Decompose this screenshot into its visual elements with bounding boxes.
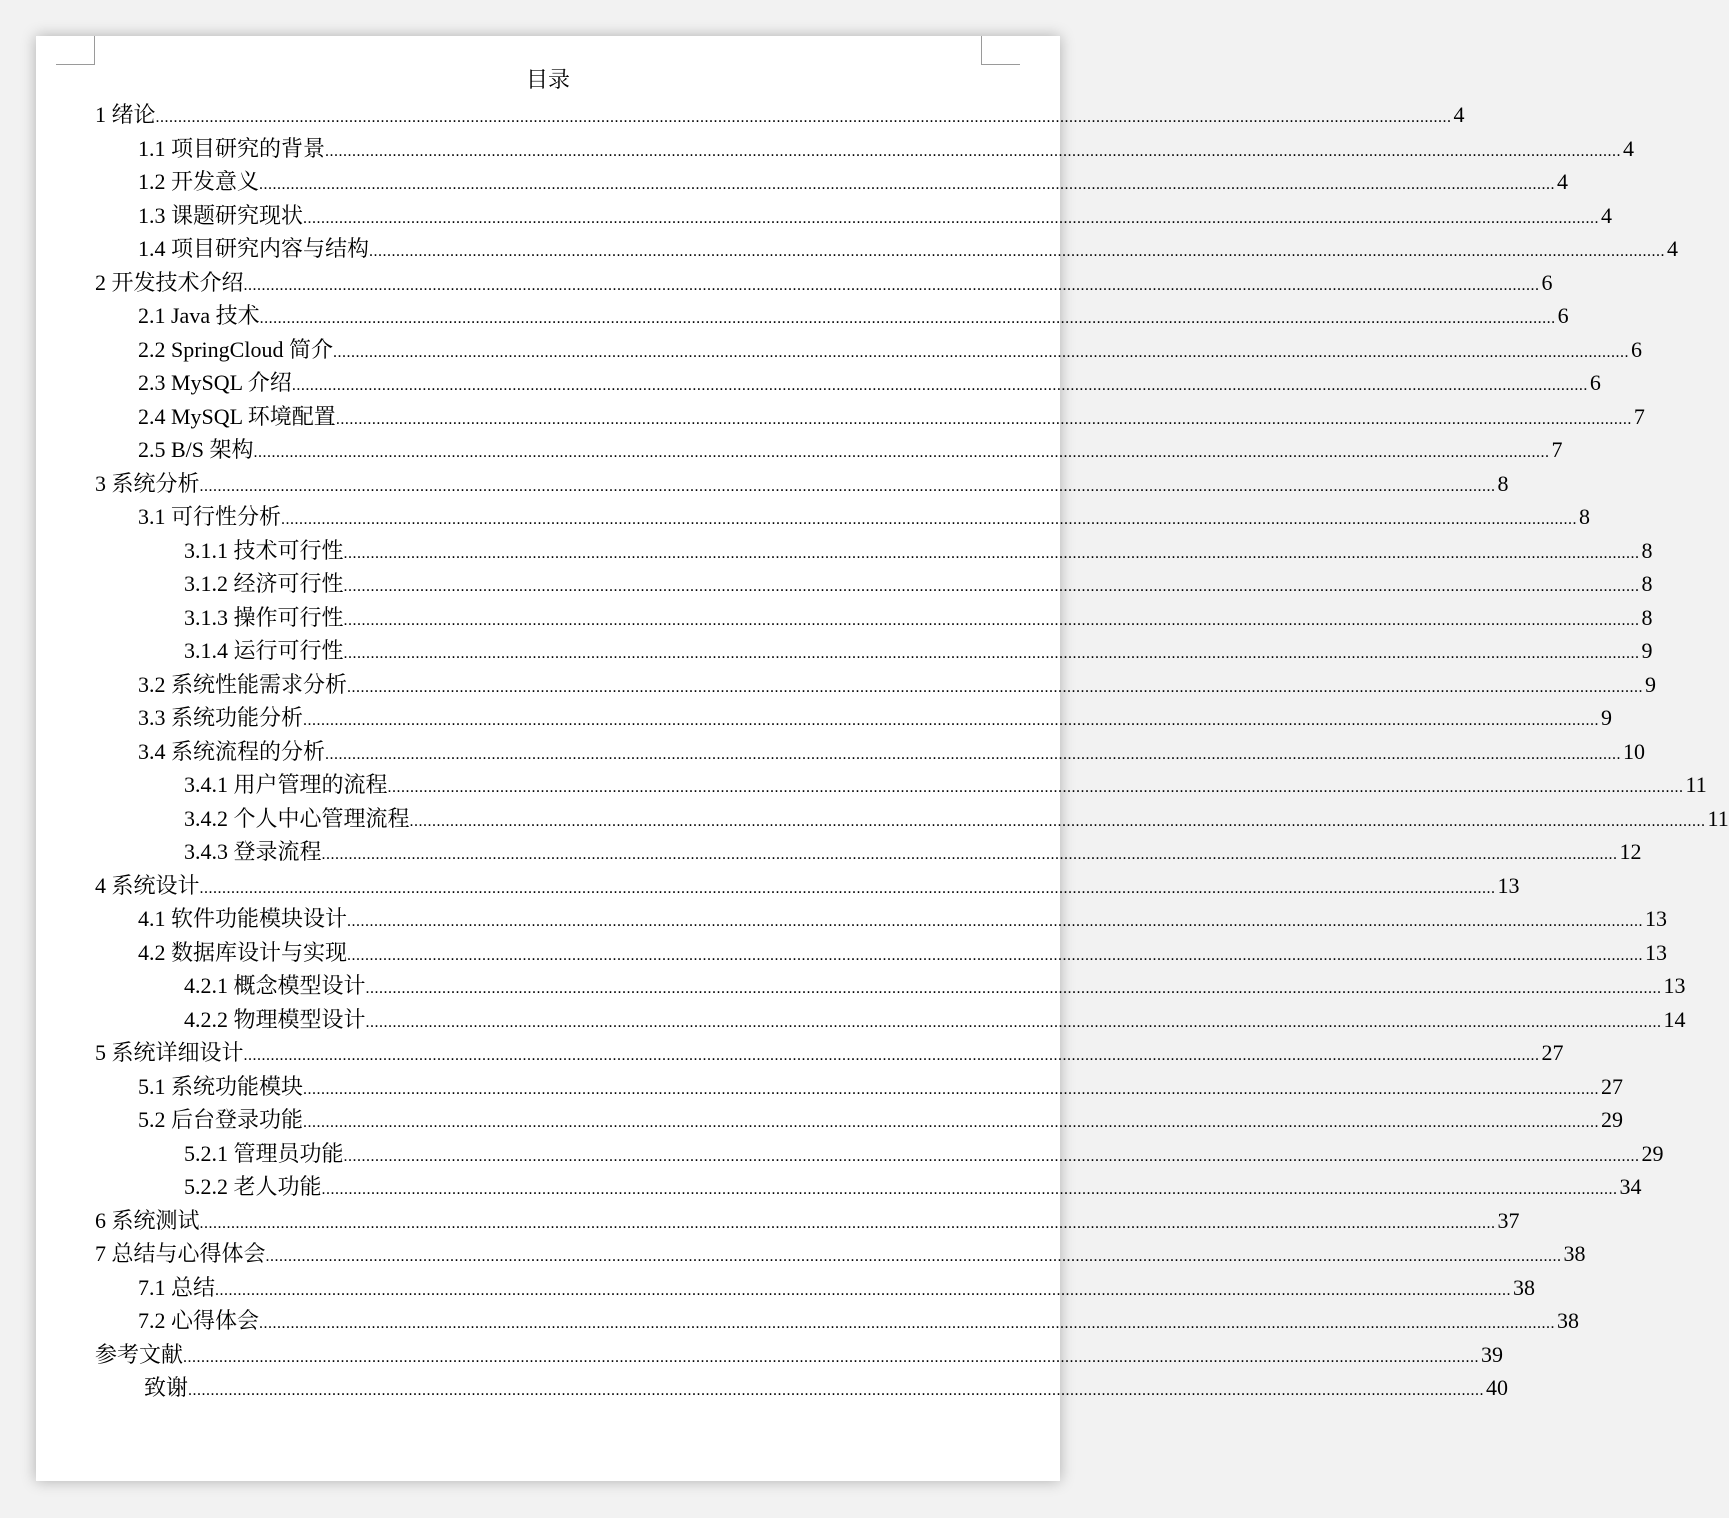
toc-entry-page-number: 6: [1589, 370, 1601, 395]
toc-entry-page-number: 11: [1685, 772, 1707, 797]
toc-entry[interactable]: [95, 366, 1601, 400]
toc-entry-title: 3.4.1 用户管理的流程: [184, 772, 388, 797]
toc-entry-title: 1.4 项目研究内容与结构: [138, 236, 370, 261]
dot-leader: ................................................................................................................................................................................................................................................................................................: [343, 645, 1640, 662]
toc-entry[interactable]: [95, 534, 1653, 568]
toc-entry-page-number: 13: [1645, 939, 1668, 965]
dot-leader: ................................................................................................................................................................................................................................................................................................: [321, 1181, 1618, 1198]
toc-entry-title: 7 总结与心得体会: [95, 1241, 266, 1266]
toc-entry[interactable]: [95, 400, 1645, 434]
toc-entry-title: 3.4.3 登录流程: [184, 839, 322, 864]
toc-entry[interactable]: [95, 902, 1668, 936]
dot-leader: ................................................................................................................................................................................................................................................................................................: [343, 611, 1640, 629]
toc-entry-page-number: 11: [1707, 805, 1729, 831]
dot-leader: ................................................................................................................................................................................................................................................................................................: [369, 243, 1666, 260]
dot-leader: ................................................................................................................................................................................................................................................................................................: [303, 1080, 1600, 1098]
toc-entry-page-number: 9: [1601, 705, 1613, 730]
toc-entry-title: 2 开发技术介绍: [95, 269, 244, 295]
dot-leader: ................................................................................................................................................................................................................................................................................................: [243, 276, 1540, 294]
toc-entry[interactable]: [95, 567, 1653, 601]
dot-leader: ................................................................................................................................................................................................................................................................................................: [199, 477, 1496, 495]
toc-entry[interactable]: [95, 835, 1642, 869]
toc-entry-page-number: 9: [1641, 638, 1653, 663]
toc-entry-page-number: 34: [1619, 1174, 1642, 1199]
toc-entry-title: 2.2 SpringCloud 简介: [138, 336, 333, 362]
dot-leader: ................................................................................................................................................................................................................................................................................................: [332, 343, 1629, 361]
dot-leader: ................................................................................................................................................................................................................................................................................................: [387, 779, 1684, 796]
toc-entry-page-number: 4: [1601, 202, 1613, 228]
toc-entry[interactable]: [95, 1103, 1624, 1137]
toc-entry[interactable]: [95, 1271, 1536, 1305]
toc-entry[interactable]: [95, 1070, 1624, 1104]
toc-entry-title: 3.1.4 运行可行性: [184, 638, 344, 663]
toc-entry-page-number: 37: [1497, 1207, 1520, 1233]
dot-leader: ................................................................................................................................................................................................................................................................................................: [325, 142, 1622, 160]
toc-entry-page-number: 8: [1641, 571, 1653, 596]
toc-entry-page-number: 10: [1623, 738, 1646, 764]
toc-entry-page-number: 7: [1551, 437, 1563, 462]
dot-leader: ................................................................................................................................................................................................................................................................................................: [347, 678, 1644, 696]
dot-leader: ................................................................................................................................................................................................................................................................................................: [343, 578, 1640, 595]
toc-entry-page-number: 40: [1486, 1375, 1509, 1400]
toc-entry-page-number: 4: [1667, 236, 1679, 261]
dot-leader: ................................................................................................................................................................................................................................................................................................: [343, 1147, 1640, 1165]
toc-entry-title: 4.2.2 物理模型设计: [184, 1006, 366, 1032]
toc-entry[interactable]: [95, 802, 1729, 836]
toc-entry[interactable]: [95, 634, 1653, 668]
toc-entry-title: 2.4 MySQL 环境配置: [138, 403, 336, 429]
document-page: [36, 36, 1729, 1481]
toc-entry-page-number: 6: [1541, 269, 1553, 295]
toc-entry-title: 5.2.1 管理员功能: [184, 1140, 344, 1166]
toc-entry-title: 3.1.2 经济可行性: [184, 571, 344, 596]
toc-entry-page-number: 13: [1497, 872, 1520, 898]
toc-entry-title: 1.1 项目研究的背景: [138, 135, 326, 161]
toc-entry-title: 4 系统设计: [95, 872, 200, 898]
toc-entry[interactable]: [95, 1371, 1509, 1405]
toc-entry[interactable]: [95, 132, 1635, 166]
toc-entry-page-number: 8: [1497, 470, 1509, 496]
toc-entry-title: 1.2 开发意义: [138, 169, 260, 194]
dot-leader: ................................................................................................................................................................................................................................................................................................: [259, 310, 1556, 327]
toc-entry-page-number: 27: [1601, 1073, 1624, 1099]
toc-entry-title: 5.1 系统功能模块: [138, 1073, 304, 1099]
toc-entry[interactable]: [95, 433, 1563, 467]
dot-leader: ................................................................................................................................................................................................................................................................................................: [303, 712, 1600, 729]
dot-leader: ................................................................................................................................................................................................................................................................................................: [325, 745, 1622, 763]
toc-entry[interactable]: [95, 601, 1653, 635]
dot-leader: ................................................................................................................................................................................................................................................................................................: [265, 1248, 1562, 1265]
toc-entry[interactable]: [95, 500, 1591, 534]
toc-entry-page-number: 8: [1641, 537, 1653, 563]
toc-entry[interactable]: [95, 165, 1569, 199]
dot-leader: ................................................................................................................................................................................................................................................................................................: [409, 812, 1706, 830]
toc-entry-title: 3.4 系统流程的分析: [138, 738, 326, 764]
toc-entry-page-number: 4: [1623, 135, 1635, 161]
toc-entry[interactable]: [95, 1170, 1642, 1204]
toc-entry[interactable]: [95, 768, 1707, 802]
dot-leader: ................................................................................................................................................................................................................................................................................................: [253, 444, 1550, 461]
toc-entry-page-number: 4: [1557, 169, 1569, 194]
toc-entry[interactable]: [95, 969, 1686, 1003]
dot-leader: ................................................................................................................................................................................................................................................................................................: [365, 980, 1662, 997]
toc-entry[interactable]: [95, 199, 1613, 233]
toc-entry[interactable]: [95, 735, 1646, 769]
toc-entry-page-number: 9: [1645, 671, 1657, 697]
dot-leader: ................................................................................................................................................................................................................................................................................................: [259, 1315, 1556, 1332]
toc-entry[interactable]: [95, 98, 1465, 132]
dot-leader: ................................................................................................................................................................................................................................................................................................: [199, 1214, 1496, 1232]
toc-entry-title: 3.3 系统功能分析: [138, 705, 304, 730]
toc-entry[interactable]: [95, 299, 1569, 333]
toc-entry-title: 7.1 总结: [138, 1274, 216, 1300]
toc-entry-page-number: 39: [1481, 1341, 1504, 1367]
toc-entry-title: 3.4.2 个人中心管理流程: [184, 805, 410, 831]
dot-leader: ................................................................................................................................................................................................................................................................................................: [291, 377, 1588, 394]
toc-entry-title: 参考文献: [95, 1341, 184, 1367]
toc-entry-title: 致谢: [144, 1375, 189, 1400]
toc-entry[interactable]: [95, 232, 1679, 266]
toc-entry-page-number: 8: [1579, 504, 1591, 529]
toc-entry-title: 3.1 可行性分析: [138, 504, 282, 529]
toc-entry[interactable]: [95, 869, 1520, 903]
toc-entry-title: 2.3 MySQL 介绍: [138, 370, 292, 395]
toc-entry-title: 5.2 后台登录功能: [138, 1107, 304, 1132]
dot-leader: ................................................................................................................................................................................................................................................................................................: [303, 1114, 1600, 1131]
dot-leader: ................................................................................................................................................................................................................................................................................................: [243, 1047, 1540, 1064]
toc-entry[interactable]: [95, 701, 1613, 735]
dot-leader: ................................................................................................................................................................................................................................................................................................: [215, 1281, 1512, 1299]
toc-entry-page-number: 6: [1630, 336, 1642, 362]
toc-entry-title: 2.5 B/S 架构: [138, 437, 254, 462]
toc-entry-title: 1 绪论: [95, 102, 156, 127]
dot-leader: ................................................................................................................................................................................................................................................................................................: [155, 109, 1452, 126]
toc-entry-page-number: 6: [1557, 303, 1569, 328]
dot-leader: ................................................................................................................................................................................................................................................................................................: [335, 410, 1632, 428]
toc-entry[interactable]: [95, 936, 1668, 970]
toc-entry-page-number: 13: [1663, 973, 1686, 998]
toc-entry[interactable]: [95, 266, 1553, 300]
toc-entry-title: 6 系统测试: [95, 1207, 200, 1233]
toc-entry-page-number: 14: [1663, 1006, 1686, 1032]
toc-entry[interactable]: [95, 1003, 1686, 1037]
toc-entry[interactable]: [95, 668, 1657, 702]
toc-entry-title: 3 系统分析: [95, 470, 200, 496]
toc-entry-page-number: 7: [1633, 403, 1645, 429]
toc-entry[interactable]: [95, 1036, 1564, 1070]
dot-leader: ................................................................................................................................................................................................................................................................................................: [199, 879, 1496, 897]
toc-entry[interactable]: [95, 1204, 1520, 1238]
dot-leader: ................................................................................................................................................................................................................................................................................................: [343, 544, 1640, 562]
toc-entry-page-number: 29: [1641, 1140, 1664, 1166]
dot-leader: ................................................................................................................................................................................................................................................................................................: [303, 209, 1600, 227]
toc-entry-page-number: 38: [1513, 1274, 1536, 1300]
table-of-contents: [95, 98, 1729, 1405]
dot-leader: ................................................................................................................................................................................................................................................................................................: [183, 1348, 1480, 1366]
toc-entry-title: 4.2 数据库设计与实现: [138, 939, 348, 965]
toc-entry-title: 3.1.1 技术可行性: [184, 537, 344, 563]
toc-entry[interactable]: [95, 1237, 1586, 1271]
toc-entry-page-number: 12: [1619, 839, 1642, 864]
dot-leader: ................................................................................................................................................................................................................................................................................................: [259, 176, 1556, 193]
toc-entry[interactable]: [95, 1304, 1580, 1338]
toc-entry-title: 5.2.2 老人功能: [184, 1174, 322, 1199]
toc-entry-title: 1.3 课题研究现状: [138, 202, 304, 228]
toc-entry-title: 3.2 系统性能需求分析: [138, 671, 348, 697]
dot-leader: ................................................................................................................................................................................................................................................................................................: [347, 946, 1644, 964]
toc-entry-title: 4.2.1 概念模型设计: [184, 973, 366, 998]
crop-mark-top-right: [981, 36, 1020, 65]
dot-leader: ................................................................................................................................................................................................................................................................................................: [321, 846, 1618, 863]
toc-entry[interactable]: [95, 333, 1642, 367]
toc-entry-title: 4.1 软件功能模块设计: [138, 906, 348, 931]
toc-entry[interactable]: [95, 1338, 1504, 1372]
dot-leader: ................................................................................................................................................................................................................................................................................................: [365, 1013, 1662, 1031]
dot-leader: ................................................................................................................................................................................................................................................................................................: [188, 1382, 1485, 1399]
crop-mark-top-left: [56, 36, 95, 65]
toc-entry-page-number: 4: [1453, 102, 1465, 127]
toc-title: 目录: [525, 68, 570, 93]
toc-entry-page-number: 27: [1541, 1040, 1564, 1065]
toc-entry-title: 3.1.3 操作可行性: [184, 604, 344, 630]
dot-leader: ................................................................................................................................................................................................................................................................................................: [281, 511, 1578, 528]
toc-entry-title: 5 系统详细设计: [95, 1040, 244, 1065]
toc-entry-title: 7.2 心得体会: [138, 1308, 260, 1333]
toc-entry-page-number: 29: [1601, 1107, 1624, 1132]
toc-entry-page-number: 38: [1563, 1241, 1586, 1266]
toc-entry[interactable]: [95, 467, 1509, 501]
toc-entry[interactable]: [95, 1137, 1664, 1171]
dot-leader: ................................................................................................................................................................................................................................................................................................: [347, 913, 1644, 930]
toc-entry-page-number: 13: [1645, 906, 1668, 931]
toc-entry-page-number: 8: [1641, 604, 1653, 630]
toc-entry-title: 2.1 Java 技术: [138, 303, 260, 328]
toc-entry-page-number: 38: [1557, 1308, 1580, 1333]
